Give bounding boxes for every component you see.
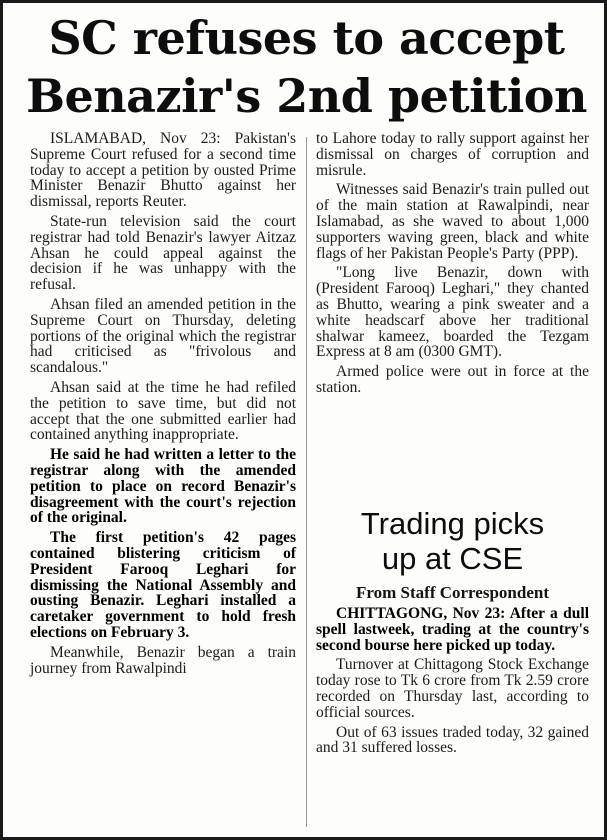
paragraph: The first petition's 42 pages contained blistering criticism of President Farooq Leghari for dismissing the National Assembly and ousting Benazir. Leghari installed a caretaker government to hold fresh elections on February 3.: [30, 529, 296, 641]
paragraph: Ahsan said at the time he had refiled the petition to save time, but did not accept that the one submitted earlier had contained anything inappropriate.: [30, 378, 296, 444]
paragraph: to Lahore today to rally support against her dismissal on charges of corruption and misrule.: [316, 130, 589, 179]
paragraph: Turnover at Chittagong Stock Exchange today rose to Tk 6 crore from Tk 2.59 crore recorded on Thursday last, according to official sources.: [316, 656, 589, 721]
paragraph: CHITTAGONG, Nov 23: After a dull spell lastweek, trading at the country's second bourse here picked up today.: [316, 605, 589, 654]
byline: From Staff Correspondent: [356, 583, 549, 602]
main-headline-line-1: SC refuses to accept: [48, 11, 565, 65]
secondary-article-body: [316, 606, 589, 760]
secondary-headline-line-2: up at CSE: [381, 541, 524, 576]
paragraph: ISLAMABAD, Nov 23: Pakistan's Supreme Court refused for a second time today to accept a petition by ousted Prime Minister Benazir Bhutto against her dismissal, reports Reuter.: [30, 130, 296, 211]
paragraph: Armed police were out in force at the station.: [316, 363, 589, 396]
main-headline-line-2: Benazir's 2nd petition: [26, 69, 587, 123]
column-divider: [306, 137, 307, 827]
main-headline: [13, 9, 600, 125]
paragraph: "Long live Benazir, down with (President Farooq) Leghari," they chanted as Bhutto, wearing a pink sweater and a white headscarf above her traditional shalwar kameez, boarded the Tezgam Express at 8 am (0300 GMT).: [316, 264, 589, 361]
secondary-headline-line-1: Trading picks: [360, 506, 545, 541]
left-column: [30, 131, 296, 680]
paragraph: State-run television said the court registrar had told Benazir's lawyer Aitzaz Ahsan he could appeal against the decision if he was unhappy with the refusal.: [30, 212, 296, 294]
paragraph: Witnesses said Benazir's train pulled out of the main station at Rawalpindi, near Islamabad, as she waved to about 1,000 supporters waving green, black and white flags of her Pakistan People's Party (PPP).: [316, 181, 589, 262]
right-column: [316, 131, 589, 400]
paragraph: Ahsan filed an amended petition in the Supreme Court on Thursday, deleting portions of the original which the registrar had criticised as "frivolous and scandalous.": [30, 295, 296, 377]
secondary-headline: [316, 506, 589, 576]
paragraph: Out of 63 issues traded today, 32 gained and 31 suffered losses.: [316, 723, 589, 757]
paragraph: He said he had written a letter to the registrar along with the amended petition to place on record Benazir's disagreement with the court's rejection of the original.: [30, 446, 296, 527]
paragraph: Meanwhile, Benazir began a train journey from Rawalpindi: [30, 643, 296, 677]
